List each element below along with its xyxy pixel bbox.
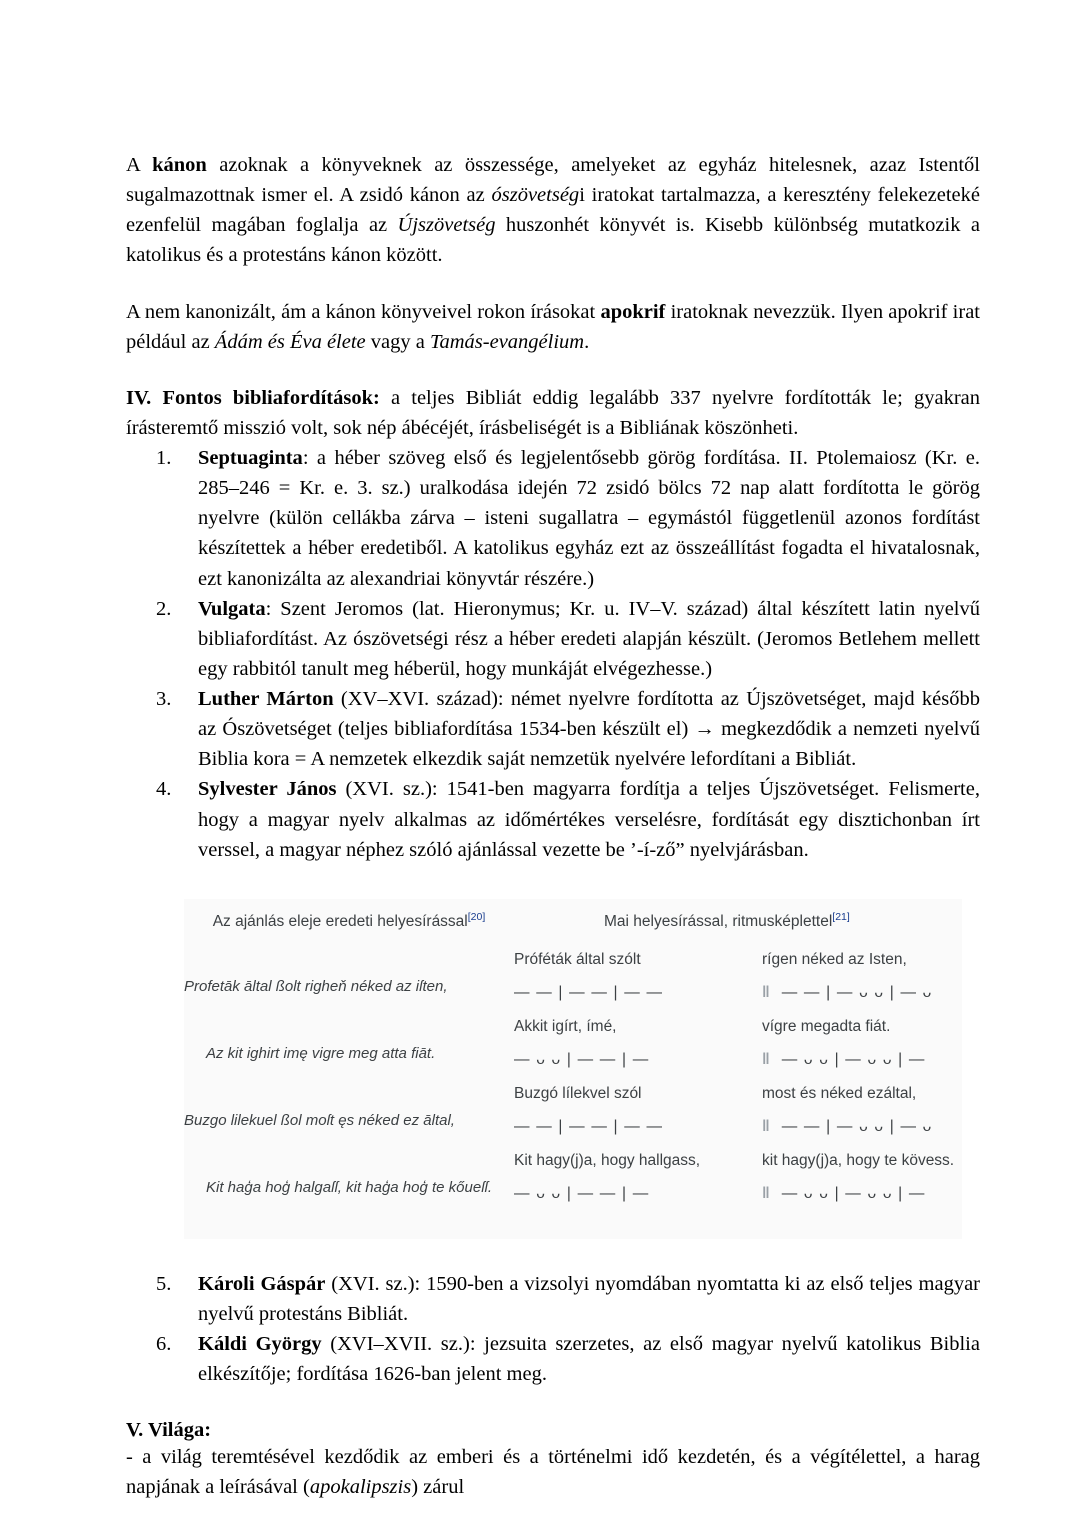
translation-name: Káldi György bbox=[198, 1333, 322, 1355]
list-marker: 5. bbox=[156, 1272, 172, 1295]
figure-heading-left-label: Az ajánlás eleje eredeti helyesírással bbox=[212, 912, 468, 930]
translation-name: Luther Márton bbox=[198, 688, 334, 710]
translation-text: (XVI. sz.): 1590-ben a vizsolyi nyomdában nyomtatta ki az első teljes magyar nyelvű protestáns Bibliát. bbox=[198, 1272, 980, 1325]
list-item-sylvester bbox=[126, 774, 980, 864]
kanon-ital-oszovetsegi: ószövetség bbox=[491, 184, 580, 207]
paragraph-kanon bbox=[126, 150, 980, 271]
apokrif-bold-term: apokrif bbox=[600, 300, 666, 323]
translation-text: : Szent Jeromos (lat. Hieronymus; Kr. u. IV–V. század) által készített latin nyelvű bibliafordítást. Az ószövetségi rész a héber eredeti alapján készült. (Jeromos Betlehem mellett egy rabbitól tanult meg héberül, hogy munkáját elvégezhesse.) bbox=[198, 597, 980, 680]
modern-verse-first-half: Akkit igírt, ímé, bbox=[514, 1017, 617, 1035]
translation-name: Sylvester János bbox=[198, 778, 337, 801]
figure-column-modern-first-half bbox=[514, 941, 732, 1221]
original-verse-line: Az kit ighirt imę vigre meg atta fiāt. bbox=[206, 1044, 436, 1062]
meter-pattern-glyphs: — ᴗ ᴗ | — ᴗ ᴗ | — bbox=[781, 1051, 926, 1069]
section-v-ital-apokalipszis: apokalipszis bbox=[309, 1476, 412, 1499]
translation-text: (XVI. sz.): 1541-ben magyarra fordítja a teljes Újszövetséget. Felismerte, hogy a magyar nyelv alkalmas az időmértékes verselésre, fordítását egy disztichonban írt verssel, a magyar néphez szóló ajánlással vezette be ’-í-ző” nyelvjárásban. bbox=[198, 778, 980, 861]
kanon-lead: A bbox=[126, 154, 153, 176]
modern-verse-second-half: vígre megadta fiát. bbox=[762, 1017, 891, 1035]
meter-pattern-second-half bbox=[732, 1043, 962, 1077]
translations-list-bottom bbox=[126, 1269, 980, 1390]
list-item-luther bbox=[126, 684, 980, 774]
translations-list-top bbox=[126, 443, 980, 865]
list-item-septuaginta bbox=[126, 443, 980, 594]
meter-pattern-second-half bbox=[732, 1110, 962, 1144]
figure-column-modern-second-half bbox=[732, 941, 962, 1221]
footnote-marker-20[interactable]: [20] bbox=[467, 910, 486, 923]
caesura-mark: ‖ bbox=[762, 1185, 770, 1203]
apokrif-text-c: vagy a bbox=[365, 330, 430, 353]
modern-verse-second-half: kit hagy(j)a, hogy te kövess. bbox=[762, 1151, 955, 1169]
paragraph-section-iv bbox=[126, 383, 980, 443]
meter-pattern-glyphs: — — | — ᴗ ᴗ | — ᴗ bbox=[781, 984, 933, 1002]
figure-column-original bbox=[184, 941, 514, 1221]
meter-pattern-second-half bbox=[732, 976, 962, 1010]
section-v-text-b: ) zárul bbox=[411, 1476, 465, 1499]
kanon-ital-ujszovetseg: Újszövetség bbox=[397, 214, 496, 237]
list-marker: 4. bbox=[156, 778, 172, 801]
list-item-vulgata bbox=[126, 594, 980, 684]
modern-verse-first-half: Buzgó lílekvel szól bbox=[514, 1084, 642, 1102]
kanon-bold-term: kánon bbox=[152, 154, 207, 176]
meter-pattern-second-half bbox=[732, 1177, 962, 1211]
translation-text: (XVI–XVII. sz.): jezsuita szerzetes, az első magyar nyelvű katolikus Biblia elkészítője; fordítása 1626-ban jelent meg. bbox=[198, 1333, 980, 1386]
caesura-mark: ‖ bbox=[762, 1118, 770, 1136]
meter-pattern-glyphs: — — | — ᴗ ᴗ | — ᴗ bbox=[781, 1118, 933, 1136]
modern-verse-second-half: rígen néked az Isten, bbox=[762, 950, 907, 968]
original-verse-line: Kit haģa hoģ halgaſſ, kit haģa hoģ te kőueſſ. bbox=[206, 1178, 493, 1196]
paragraph-section-v bbox=[126, 1442, 980, 1502]
figure-sylvester-dedication bbox=[184, 899, 962, 1239]
apokrif-ital-adam-eva: Ádám és Éva élete bbox=[214, 330, 366, 353]
list-marker: 6. bbox=[156, 1333, 172, 1355]
paragraph-apokrif bbox=[126, 297, 980, 357]
modern-verse-first-half: Próféták által szólt bbox=[514, 950, 641, 968]
list-marker: 1. bbox=[156, 447, 172, 469]
original-verse-line: Buzgo lilekuel ßol moſt ęs néked ez āltal, bbox=[184, 1111, 455, 1129]
kanon-text-b: i iratokat tartalmazza, a keresztény felekezeteké ezenfelül magában foglalja az bbox=[126, 184, 980, 237]
list-item-karoli bbox=[126, 1269, 980, 1329]
figure-heading-row bbox=[184, 910, 962, 941]
translation-text: : a héber szöveg első és legjelentősebb görög fordítása. II. Ptolemaiosz (Kr. e. 285–246 = Kr. e. 3. sz.) uralkodása idején 72 zsidó bölcs 72 nap alatt fordította le görög nyelvre (külön cellákba zárva – isteni sugallatra – egymástól függetlenül azonos fordítást készítettek a héber eredetiből. A katolikus egyház ezt az összeállítást fogadta el hivatalosnak, ezt kanonizálta az alexandriai könyvtár részére.) bbox=[198, 447, 980, 590]
translation-name: Septuaginta bbox=[198, 447, 303, 469]
apokrif-text-b: iratoknak nevezzük. Ilyen apokrif irat például az bbox=[126, 300, 981, 353]
apokrif-text-d: . bbox=[584, 330, 590, 353]
translation-text: (XV–XVI. század): német nyelvre fordította az Újszövetséget, majd később az Ószövetséget (teljes bibliafordítása 1534-ben készült el) → megkezdődik a nemzeti nyelvű Biblia kora = A nemzetek elkezdik saját nemzetük nyelvére lefordítani a Bibliát. bbox=[198, 688, 980, 771]
figure-spacer bbox=[126, 1239, 980, 1269]
section-v-text-a: - a világ teremtésével kezdődik az emberi és a történelmi idő kezdetén, és a végítélettel, a harag napjának a leírásával ( bbox=[126, 1446, 980, 1499]
meter-pattern-first-half: — — | — — | — — bbox=[514, 984, 664, 1002]
list-item-kaldi bbox=[126, 1329, 980, 1389]
kanon-text-a: azoknak a könyveknek az összessége, amelyeket az egyház hitelesnek, azaz Istentől sugalmazottnak ismer el. A zsidó kánon az bbox=[126, 154, 980, 207]
translation-name: Károli Gáspár bbox=[198, 1272, 326, 1295]
section-v-heading: V. Világa: bbox=[126, 1419, 212, 1442]
figure-heading-right bbox=[514, 910, 962, 941]
original-verse-line: Profetāk āltal ßolt righeň néked az iſten, bbox=[184, 977, 448, 995]
caesura-mark: ‖ bbox=[762, 1051, 770, 1069]
meter-pattern-first-half: — ᴗ ᴗ | — — | — bbox=[514, 1185, 650, 1203]
figure-heading-right-label: Mai helyesírással, ritmusképlettel bbox=[604, 912, 833, 930]
list-marker: 2. bbox=[156, 597, 172, 620]
meter-pattern-glyphs: — ᴗ ᴗ | — ᴗ ᴗ | — bbox=[781, 1185, 926, 1203]
translation-name: Vulgata bbox=[198, 597, 266, 620]
section-iv-text: a teljes Bibliát eddig legalább 337 nyelvre fordították le; gyakran írásteremtő misszió volt, sok nép ábécéjét, írásbeliségét is a Bibliának köszönheti. bbox=[126, 386, 980, 439]
section-iv-heading: IV. Fontos bibliafordítások: bbox=[126, 386, 380, 409]
meter-pattern-first-half: — — | — — | — — bbox=[514, 1118, 664, 1136]
figure-content-row bbox=[184, 941, 962, 1221]
kanon-text-c: huszonhét könyvét is. Kisebb különbség mutatkozik a katolikus és a protestáns kánon között. bbox=[126, 214, 980, 267]
figure-heading-left bbox=[184, 910, 514, 941]
list-marker: 3. bbox=[156, 688, 172, 710]
apokrif-text-a: A nem kanonizált, ám a kánon könyveivel rokon írásokat bbox=[126, 300, 601, 323]
meter-pattern-first-half: — ᴗ ᴗ | — — | — bbox=[514, 1051, 650, 1069]
modern-verse-first-half: Kit hagy(j)a, hogy hallgass, bbox=[514, 1151, 701, 1169]
modern-verse-second-half: most és néked ezáltal, bbox=[762, 1084, 917, 1102]
caesura-mark: ‖ bbox=[762, 984, 770, 1002]
apokrif-ital-tamas: Tamás-evangélium bbox=[429, 330, 585, 353]
footnote-marker-21[interactable]: [21] bbox=[832, 910, 850, 923]
